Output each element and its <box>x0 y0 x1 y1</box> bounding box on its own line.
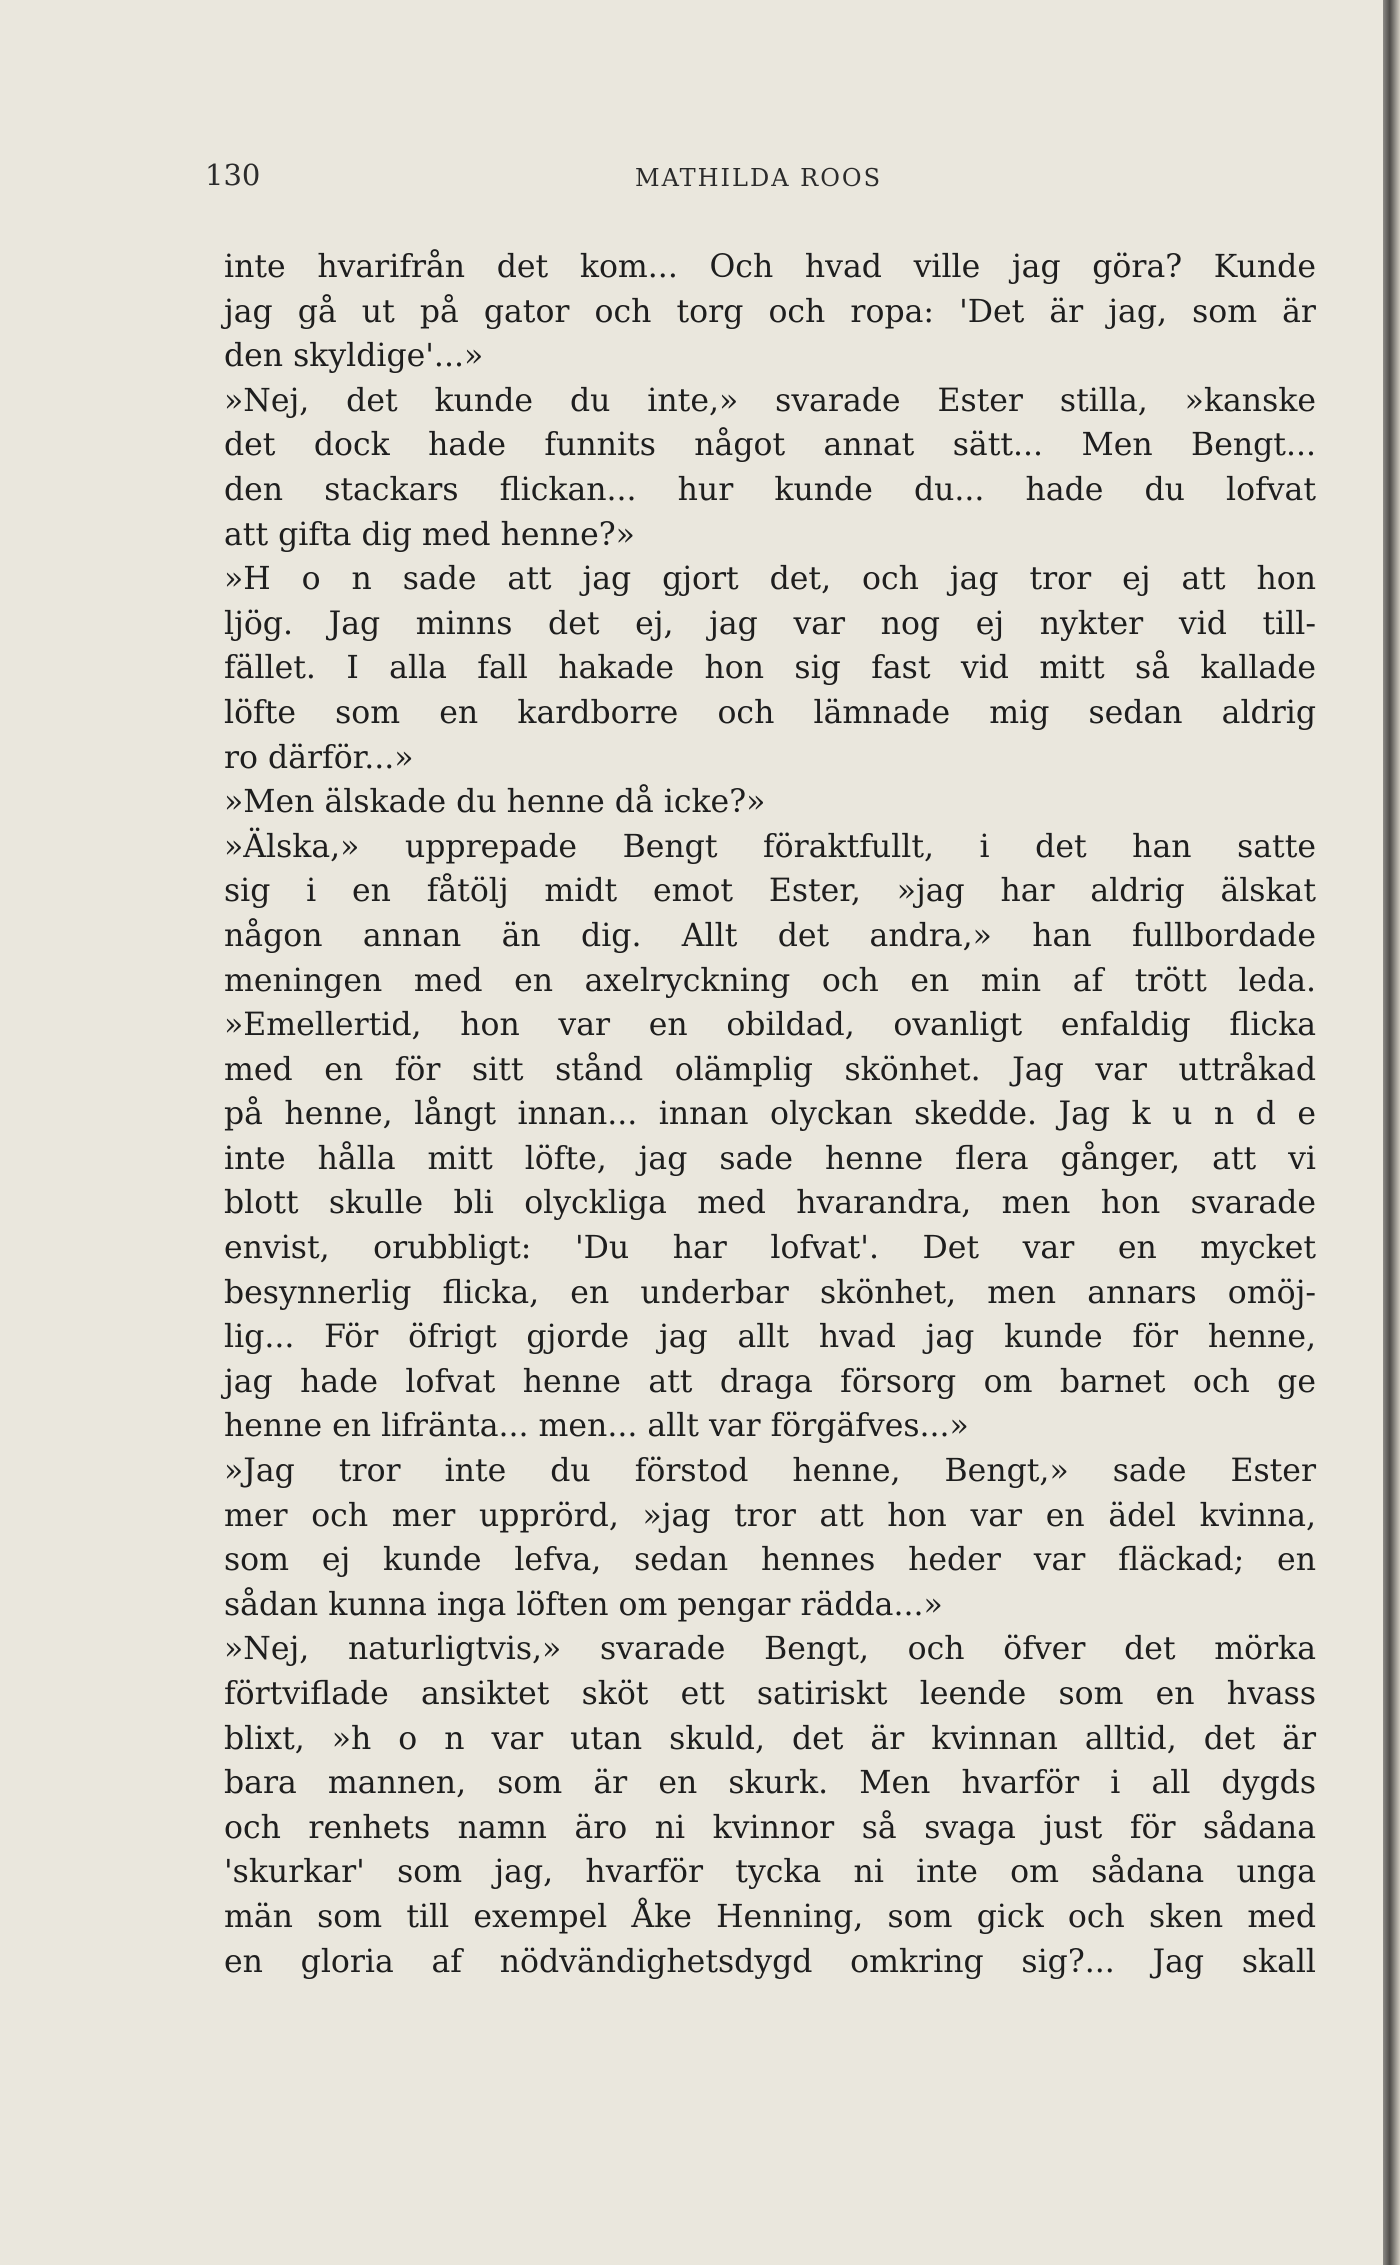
text-line: ro därför...» <box>224 739 414 776</box>
text-line: den stackars flickan... hur kunde du... hade du lofvat <box>224 471 1316 508</box>
text-line: fället. I alla fall hakade hon sig fast vid mitt så kallade <box>224 650 1316 687</box>
text-line: mer och mer upprörd, »jag tror att hon var en ädel kvinna, <box>224 1497 1316 1534</box>
text-line: »H o n sade att jag gjort det, och jag tror ej att hon <box>224 561 1316 598</box>
text-line: löfte som en kardborre och lämnade mig sedan aldrig <box>224 694 1316 731</box>
text-line: som ej kunde lefva, sedan hennes heder var fläckad; en <box>224 1542 1316 1579</box>
text-line: besynnerlig flicka, en underbar skönhet, men annars omöj- <box>224 1274 1316 1311</box>
text-line: förtviflade ansiktet sköt ett satiriskt leende som en hvass <box>224 1676 1316 1712</box>
text-line: »Nej, naturligtvis,» svarade Bengt, och öfver det mörka <box>224 1631 1316 1668</box>
page-number: 130 <box>205 158 261 192</box>
text-line: det dock hade funnits något annat sätt... Men Bengt... <box>224 427 1316 464</box>
book-spine-edge <box>1383 0 1400 2265</box>
text-line: och renhets namn äro ni kvinnor så svaga just för sådana <box>224 1809 1316 1846</box>
text-line: »Älska,» upprepade Bengt föraktfullt, i det han satte <box>224 828 1316 865</box>
text-line: blixt, »h o n var utan skuld, det är kvinnan alltid, det är <box>224 1720 1316 1757</box>
text-line: »Nej, det kunde du inte,» svarade Ester stilla, »kanske <box>224 382 1316 419</box>
text-line: »Emellertid, hon var en obildad, ovanligt enfaldig flicka <box>224 1007 1316 1044</box>
text-line: lig... För öfrigt gjorde jag allt hvad jag kunde för henne, <box>224 1319 1316 1356</box>
text-line: inte hålla mitt löfte, jag sade henne flera gånger, att vi <box>224 1140 1316 1177</box>
body-text <box>224 245 1316 1984</box>
text-line: jag gå ut på gator och torg och ropa: 'Det är jag, som är <box>224 293 1316 330</box>
text-line: med en för sitt stånd olämplig skönhet. Jag var uttråkad <box>224 1051 1316 1088</box>
text-line: »Men älskade du henne då icke?» <box>224 784 766 821</box>
text-line: en gloria af nödvändighetsdygd omkring sig?... Jag skall <box>224 1943 1316 1980</box>
text-line: sig i en fåtölj midt emot Ester, »jag har aldrig älskat <box>224 873 1316 910</box>
text-line: »Jag tror inte du förstod henne, Bengt,» sade Ester <box>224 1453 1316 1490</box>
text-line: henne en lifränta... men... allt var förgäfves...» <box>224 1408 969 1445</box>
text-line: män som till exempel Åke Henning, som gick och sken med <box>224 1898 1316 1935</box>
text-line: blott skulle bli olyckliga med hvarandra, men hon svarade <box>224 1185 1316 1222</box>
text-line: ljög. Jag minns det ej, jag var nog ej nykter vid till- <box>224 605 1316 642</box>
text-line: inte hvarifrån det kom... Och hvad ville jag göra? Kunde <box>224 249 1316 285</box>
text-line: jag hade lofvat henne att draga försorg om barnet och ge <box>224 1363 1316 1400</box>
text-line: på henne, långt innan... innan olyckan skedde. Jag k u n d e <box>224 1096 1316 1133</box>
running-head: MATHILDA ROOS <box>635 164 883 192</box>
text-line: att gifta dig med henne?» <box>224 516 635 553</box>
text-line: sådan kunna inga löften om pengar rädda...» <box>224 1586 943 1623</box>
text-line: envist, orubbligt: 'Du har lofvat'. Det var en mycket <box>224 1230 1316 1267</box>
text-line: bara mannen, som är en skurk. Men hvarför i all dygds <box>224 1765 1316 1802</box>
text-line: meningen med en axelryckning och en min af trött leda. <box>224 962 1316 999</box>
text-line: den skyldige'...» <box>224 338 484 375</box>
text-line: någon annan än dig. Allt det andra,» han fullbordade <box>224 917 1316 954</box>
page-header <box>205 158 1315 208</box>
text-line: 'skurkar' som jag, hvarför tycka ni inte om sådana unga <box>224 1854 1316 1891</box>
